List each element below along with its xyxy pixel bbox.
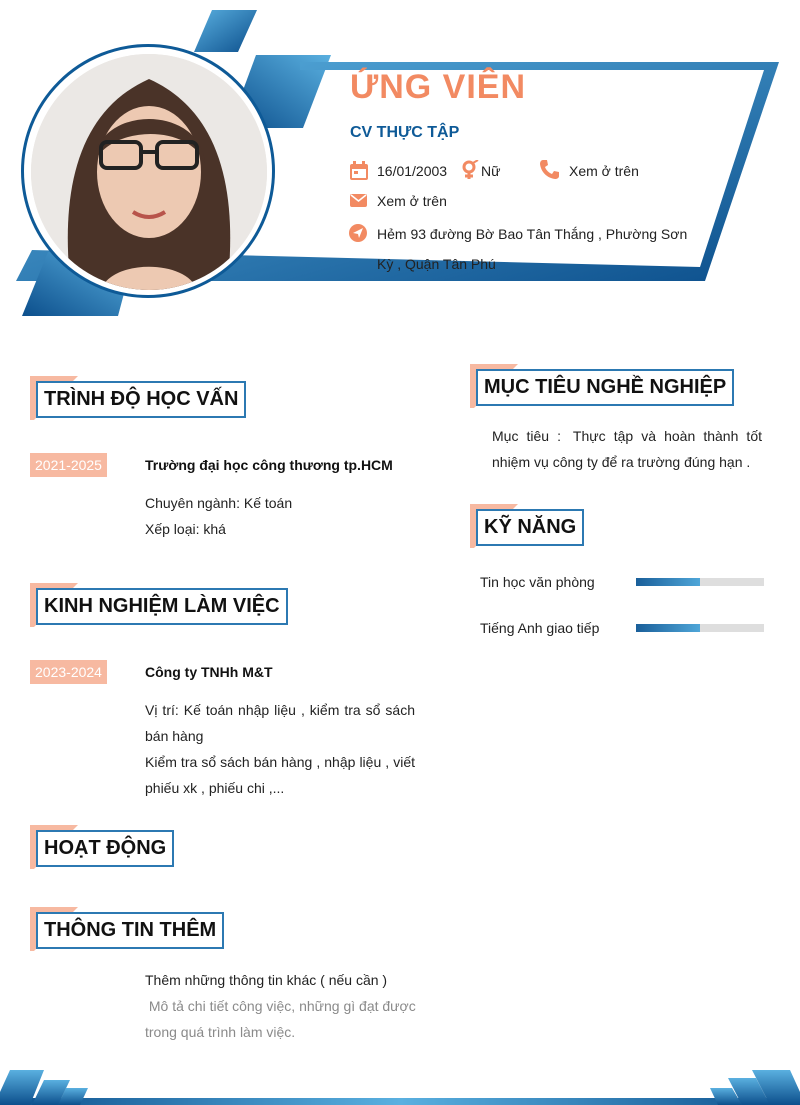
objective-line-2: nhiệm vụ công ty để ra trường đúng hạn . — [492, 454, 751, 470]
address-line-1: Hẻm 93 đường Bờ Bao Tân Thắng , Phường Sơn — [377, 226, 688, 242]
skill-name: Tiếng Anh giao tiếp — [480, 620, 600, 636]
objective-line-1: Mục tiêu : Thực tập và hoàn thành tốt — [492, 428, 762, 444]
experience-line-3: Kiểm tra sổ sách bán hàng , nhập liệu , viết — [145, 754, 415, 770]
candidate-name: ỨNG VIÊN — [350, 68, 527, 106]
extra-line-1: Thêm những thông tin khác ( nếu cần ) — [145, 972, 388, 988]
objective-heading: MỤC TIÊU NGHỀ NGHIỆP — [476, 369, 734, 406]
avatar — [31, 54, 267, 290]
experience-period-badge: 2023-2024 — [30, 660, 107, 684]
phone-text: Xem ở trên — [569, 163, 639, 179]
skill-bar-fill — [636, 578, 700, 586]
gender-icon — [461, 160, 479, 180]
gender-text: Nữ — [481, 163, 501, 179]
experience-heading: KINH NGHIỆM LÀM VIỆC — [36, 588, 288, 625]
company-name: Công ty TNHh M&T — [145, 664, 273, 680]
extra-hint-2: trong quá trình làm việc. — [145, 1024, 296, 1040]
skill-bar — [636, 624, 764, 632]
experience-line-1: Vị trí: Kế toán nhập liệu , kiểm tra sổ sách — [145, 702, 415, 718]
address-line-2: Kỳ , Quận Tân Phú — [377, 256, 496, 272]
dob-text: 16/01/2003 — [377, 163, 448, 179]
extra-heading: THÔNG TIN THÊM — [36, 912, 224, 949]
portrait-image — [31, 54, 267, 290]
cv-subtitle: CV THỰC TẬP — [350, 124, 460, 141]
experience-line-2: bán hàng — [145, 728, 204, 744]
skill-name: Tin học văn phòng — [480, 574, 595, 590]
extra-hint-1: Mô tả chi tiết công việc, những gì đạt được — [145, 998, 416, 1014]
email-text: Xem ở trên — [377, 193, 447, 209]
footer-decoration — [0, 1062, 800, 1105]
education-period-badge: 2021-2025 — [30, 453, 107, 477]
mail-icon — [350, 194, 367, 207]
education-grade: Xếp loại: khá — [145, 521, 226, 537]
education-heading: TRÌNH ĐỘ HỌC VẤN — [36, 381, 246, 418]
school-name: Trường đại học công thương tp.HCM — [145, 457, 393, 473]
education-major: Chuyên ngành: Kế toán — [145, 495, 293, 511]
skills-heading: KỸ NĂNG — [476, 509, 584, 546]
skill-bar — [636, 578, 764, 586]
calendar-icon — [350, 161, 368, 180]
experience-line-4: phiếu xk , phiếu chi ,... — [145, 780, 285, 796]
skill-bar-fill — [636, 624, 700, 632]
phone-icon — [540, 160, 559, 179]
activities-heading: HOẠT ĐỘNG — [36, 830, 174, 867]
location-icon — [349, 224, 367, 242]
